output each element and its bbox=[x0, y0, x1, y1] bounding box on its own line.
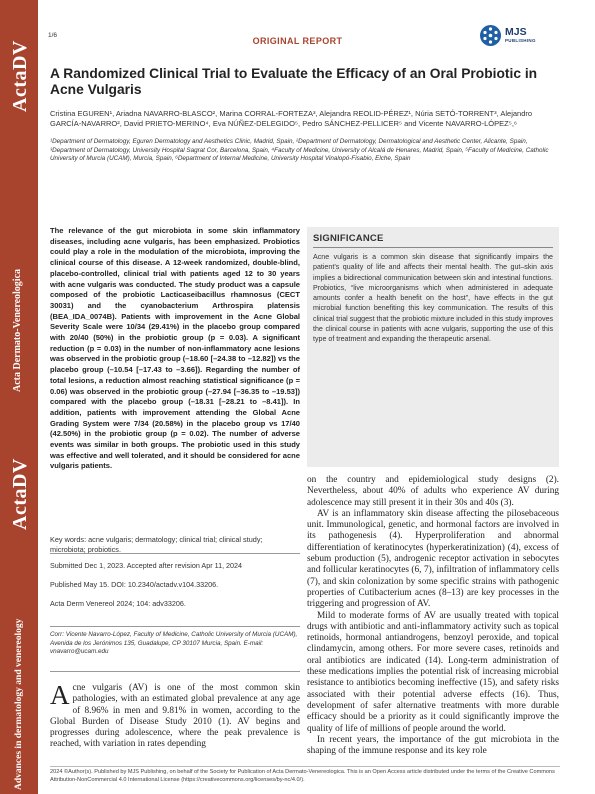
body-paragraph: In recent years, the importance of the gut microbiota in the shaping of the immune response and its key role bbox=[307, 734, 559, 757]
footer-divider bbox=[50, 766, 560, 767]
citation: Acta Derm Venereol 2024; 104: adv33206. bbox=[50, 599, 186, 608]
page-number: 1/6 bbox=[48, 32, 58, 39]
logo-text: MJS bbox=[505, 26, 527, 38]
divider bbox=[50, 626, 300, 627]
affiliations: ¹Department of Dermatology, Eguren Dermatology and Aesthetics Clinic, Madrid, Spain, ²Department of Dermatology, Dermatological and Aesthetic Center, Alicante, Spain, ³Department of Dermatology, University Hospital Sagrat Cor, Barcelona, Spain, ⁴Faculty of Medicine, University of Alcalá de Henares, Madrid, Spain, ⁵Faculty of Medicine, Catholic University of Murcia (UCAM), Murcia, Spain, ⁶Department of Internal Medicine, University Hospital Vinalopó-Fisabio, Elche, Spain bbox=[50, 138, 549, 162]
body-column-right bbox=[307, 475, 559, 757]
publisher-logo bbox=[480, 25, 560, 47]
publication-info bbox=[50, 561, 300, 618]
submitted-date: Submitted Dec 1, 2023. Accepted after revision Apr 11, 2024 bbox=[50, 561, 243, 570]
article-type: ORIGINAL REPORT bbox=[252, 36, 343, 46]
drop-cap: A bbox=[50, 680, 70, 710]
divider bbox=[50, 671, 300, 672]
license-footer: 2024 ©Author(s). Published by MJS Publishing, on behalf of the Society for Publication of Acta Dermato-Venereologica. This is an Open Access article distributed under the terms of the Creative Commons Attribution-NonCommercial 4.0 International License (https://creativecommons.org/licenses/by-nc/4.0/). bbox=[50, 769, 555, 783]
logo-subtext: PUBLISHING bbox=[505, 38, 536, 43]
significance-box bbox=[307, 227, 559, 467]
journal-side-banner bbox=[0, 0, 38, 794]
published-doi: Published May 15. DOI: 10.2340/actadv.v104.33206. bbox=[50, 580, 219, 589]
author-list: Cristina EGUREN¹, Ariadna NAVARRO-BLASCO², Marina CORRAL-FORTEZA³, Alejandra REOLID-PÉREZ¹, Núria SETÓ-TORRENT³, Alejandro GARCÍA-NAVARRO², David PRIETO-MERINO⁴, Eva NÚÑEZ-DELEGIDO⁵, Pedro SÁNCHEZ-PELLICER⁵ and Vicente NAVARRO-LÓPEZ⁵,⁶ bbox=[50, 109, 533, 128]
article-title: A Randomized Clinical Trial to Evaluate the Efficacy of an Oral Probiotic in Acne Vulgaris bbox=[50, 66, 538, 97]
intro-paragraph bbox=[50, 680, 300, 751]
side-journal-name: Acta Dermato-Venereologica bbox=[12, 268, 23, 392]
keywords: Key words: acne vulgaris; dermatology; clinical trial; clinical study; microbiota; probiotics. bbox=[50, 535, 263, 554]
body-paragraph: AV is an inflammatory skin disease affecting the pilosebaceous unit. Immunological, genetic, and hormonal factors are involved in its pathogenesis (4). Hyperproliferation and abnormal differentiation of keratinocytes (hyperkeratinization) (4), excess of sebum production (5), androgenic receptor activation in sebocytes and follicular keratinocytes (6, 7), infiltration of inflammatory cells (7), and skin colonization by some specific strains with pathogenic properties of Cutibacterium acnes (8–13) are key processes in the triggering and progression of AV. bbox=[307, 508, 559, 610]
side-brand-top: ActaDV bbox=[9, 40, 31, 112]
significance-heading: SIGNIFICANCE bbox=[313, 233, 384, 244]
divider bbox=[50, 553, 300, 554]
body-paragraph: on the country and epidemiological study designs (2). Nevertheless, about 40% of adults who experience AV during adolescence may still present it in their 30s and 40s (3). bbox=[307, 475, 559, 508]
side-subtitle: Advances in dermatology and venereology bbox=[14, 618, 24, 790]
significance-text: Acne vulgaris is a common skin disease that significantly impairs the patient’s quality of life and affects their mental health. The gut–skin axis implies a bidirectional communication between skin and intestinal functions. Probiotics, “live microorganisms which when administered in adequate amounts confer a health benefit on the host”, have effects in the gut microbial function benefiting this key communication. The results of this clinical trial suggest that the probiotic mixture included in this study improves the clinical course in patients with acne vulgaris, supporting the use of this type of treatment and expanding the therapeutic arsenal. bbox=[313, 253, 553, 344]
body-paragraph: Mild to moderate forms of AV are usually treated with topical drugs with antibiotic and anti-inflammatory activity such as topical retinoids, hormonal antiandrogens, benzoyl peroxide, and topical clindamycin, among others. For more severe cases, retinoids and oral antibiotics are indicated (14). Long-term administration of these medications implies the potential risk of increasing microbial resistance to antibiotics becoming ineffective (15), and safety risks associated with their potential adverse effects (16). Thus, development of safer alternative treatments with more durable efficacy should be a priority as it could significantly improve the quality of life of millions of people around the world. bbox=[307, 610, 559, 734]
correspondence: Corr: Vicente Navarro-López, Faculty of Medicine, Catholic University of Murcia (UCAM), Avenida de los Jerónimos 135, Guadalupe, CP 30107 Murcia, Spain. E-mail: vnavarro@ucam.edu bbox=[50, 631, 298, 656]
intro-text: cne vulgaris (AV) is one of the most common skin pathologies, with an estimated global prevalence at any age of 8.96% in men and 9.81% in women, according to the Global Burden of Disease Study 2010 (1). AV begins and progresses during adolescence, where the peak prevalence is reached, with variation in rates depending bbox=[50, 683, 300, 750]
logo-mark-icon bbox=[480, 25, 501, 46]
side-brand-mid: ActaDV bbox=[9, 458, 31, 530]
divider bbox=[313, 247, 553, 248]
abstract: The relevance of the gut microbiota in some skin inflammatory diseases, including acne vulgaris, has been emphasized. Probiotics could play a role in the modulation of the microbiota, improving the clinical course of this disease. A 12-week randomized, double-blind, placebo-controlled, clinical trial with patients aged 12 to 30 years with acne vulgaris was conducted. The study product was a capsule composed of the probiotic Lacticaseibacillus rhamnosus (CECT 30031) and the cyanobacterium Arthrospira platensis (BEA_IDA_0074B). Patients with improvement in the Acne Global Severity Scale were 10/34 (29.41%) in the placebo group compared with 20/40 (50%) in the probiotic group (p = 0.03). A significant reduction (p = 0.03) in the number of non-inflammatory acne lesions was observed in the probiotic group (–18.60 [–24.38 to –12.82]) vs the placebo group (–10.54 [–17.43 to –3.66]). Regarding the number of total lesions, a reduction almost reaching statistical significance (p = 0.06) was observed in the probiotic group (–27.94 [–36.35 to –19.53]) compared with the placebo group (–18.31 [–28.21 to –8.41]). In addition, patients with improvement attending the Global Acne Grading System were 7/34 (20.58%) in the placebo group vs 17/40 (42.50%) in the probiotic group (p = 0.02). The number of adverse events was similar in both groups. The probiotic used in this study was effective and well tolerated, and it should be considered for acne vulgaris patients. bbox=[50, 226, 300, 471]
